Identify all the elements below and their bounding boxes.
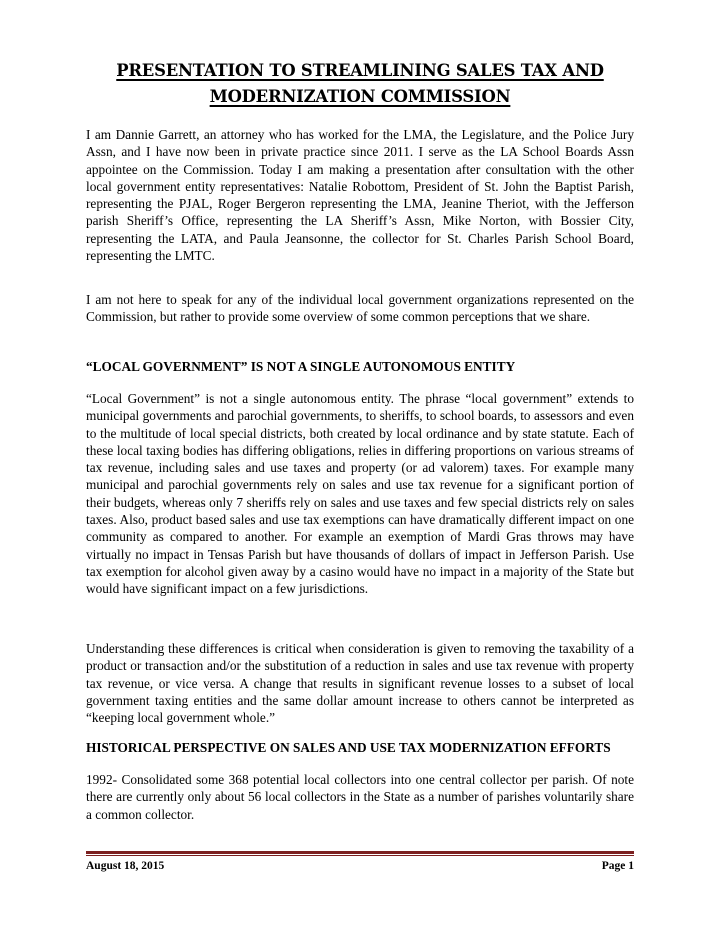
local-government-paragraph: “Local Government” is not a single autonomous entity. The phrase “local government” extends to municipal governments and parochial governments, to sheriffs, to school boards, to assessors and even to the multitude of local special districts, both created by local ordinance and by state statute. Each of these local taxing bodies has differing obligations, relies in differing proportions on various streams of tax revenue, including sales and use taxes and property (or ad valorem) taxes. For example many municipal and parochial governments rely on sales and use tax revenue for a significant portion of their budgets, whereas only 7 sheriffs rely on sales and use taxes and few special districts rely on sales taxes. Also, product based sales and use tax exemptions can have dramatically different impact on one community as compared to another. For example an exemption of Mardi Gras throws may have virtually no impact in Tensas Parish but have thousands of dollars of impact in Jefferson Parish. Use tax exemption for alcohol given away by a casino would have no impact in a majority of the State but would have significant impact on a few jurisdictions. bbox=[86, 391, 634, 597]
footer-divider bbox=[86, 851, 634, 854]
footer-page-number: Page 1 bbox=[601, 860, 634, 872]
differences-paragraph: Understanding these differences is critical when consideration is given to removing the taxability of a product or transaction and/or the substitution of a reduction in sales and use tax revenue with property tax revenue, or vice versa. A change that results in significant revenue losses to a subset of local government taxing entities and the same dollar amount increase to others cannot be interpreted as “keeping local government whole.” bbox=[86, 641, 634, 726]
purpose-paragraph: I am not here to speak for any of the individual local government organizations represented on the Commission, but rather to provide some overview of some common perceptions that we share. bbox=[86, 292, 634, 325]
history-1992-paragraph: 1992- Consolidated some 368 potential local collectors into one central collector per parish. Of note there are currently only about 56 local collectors in the State as a number of parishes voluntarily share a common collector. bbox=[86, 772, 634, 822]
section-heading-local-government: “LOCAL GOVERNMENT” IS NOT A SINGLE AUTONOMOUS ENTITY bbox=[86, 359, 516, 374]
document-title: PRESENTATION TO STREAMLINING SALES TAX AND MODERNIZATION COMMISSION bbox=[116, 61, 604, 106]
section-heading-historical: HISTORICAL PERSPECTIVE ON SALES AND USE TAX MODERNIZATION EFFORTS bbox=[86, 740, 611, 755]
footer-date: August 18, 2015 bbox=[86, 860, 165, 872]
footer-divider-thin bbox=[86, 855, 634, 856]
intro-paragraph: I am Dannie Garrett, an attorney who has worked for the LMA, the Legislature, and the Police Jury Assn, and I have now been in private practice since 2011. I serve as the LA School Boards Assn appointee on the Commission. Today I am making a presentation after consultation with the other local government entity representatives: Natalie Robottom, President of St. John the Baptist Parish, representing the PJAL, Roger Bergeron representing the LMA, Jeanine Theriot, with the Jefferson parish Sheriff’s Office, representing the LA Sheriff’s Assn, Mike Norton, with Bossier City, representing the LATA, and Paula Jeansonne, the collector for St. Charles Parish School Board, representing the LMTC. bbox=[86, 127, 634, 264]
